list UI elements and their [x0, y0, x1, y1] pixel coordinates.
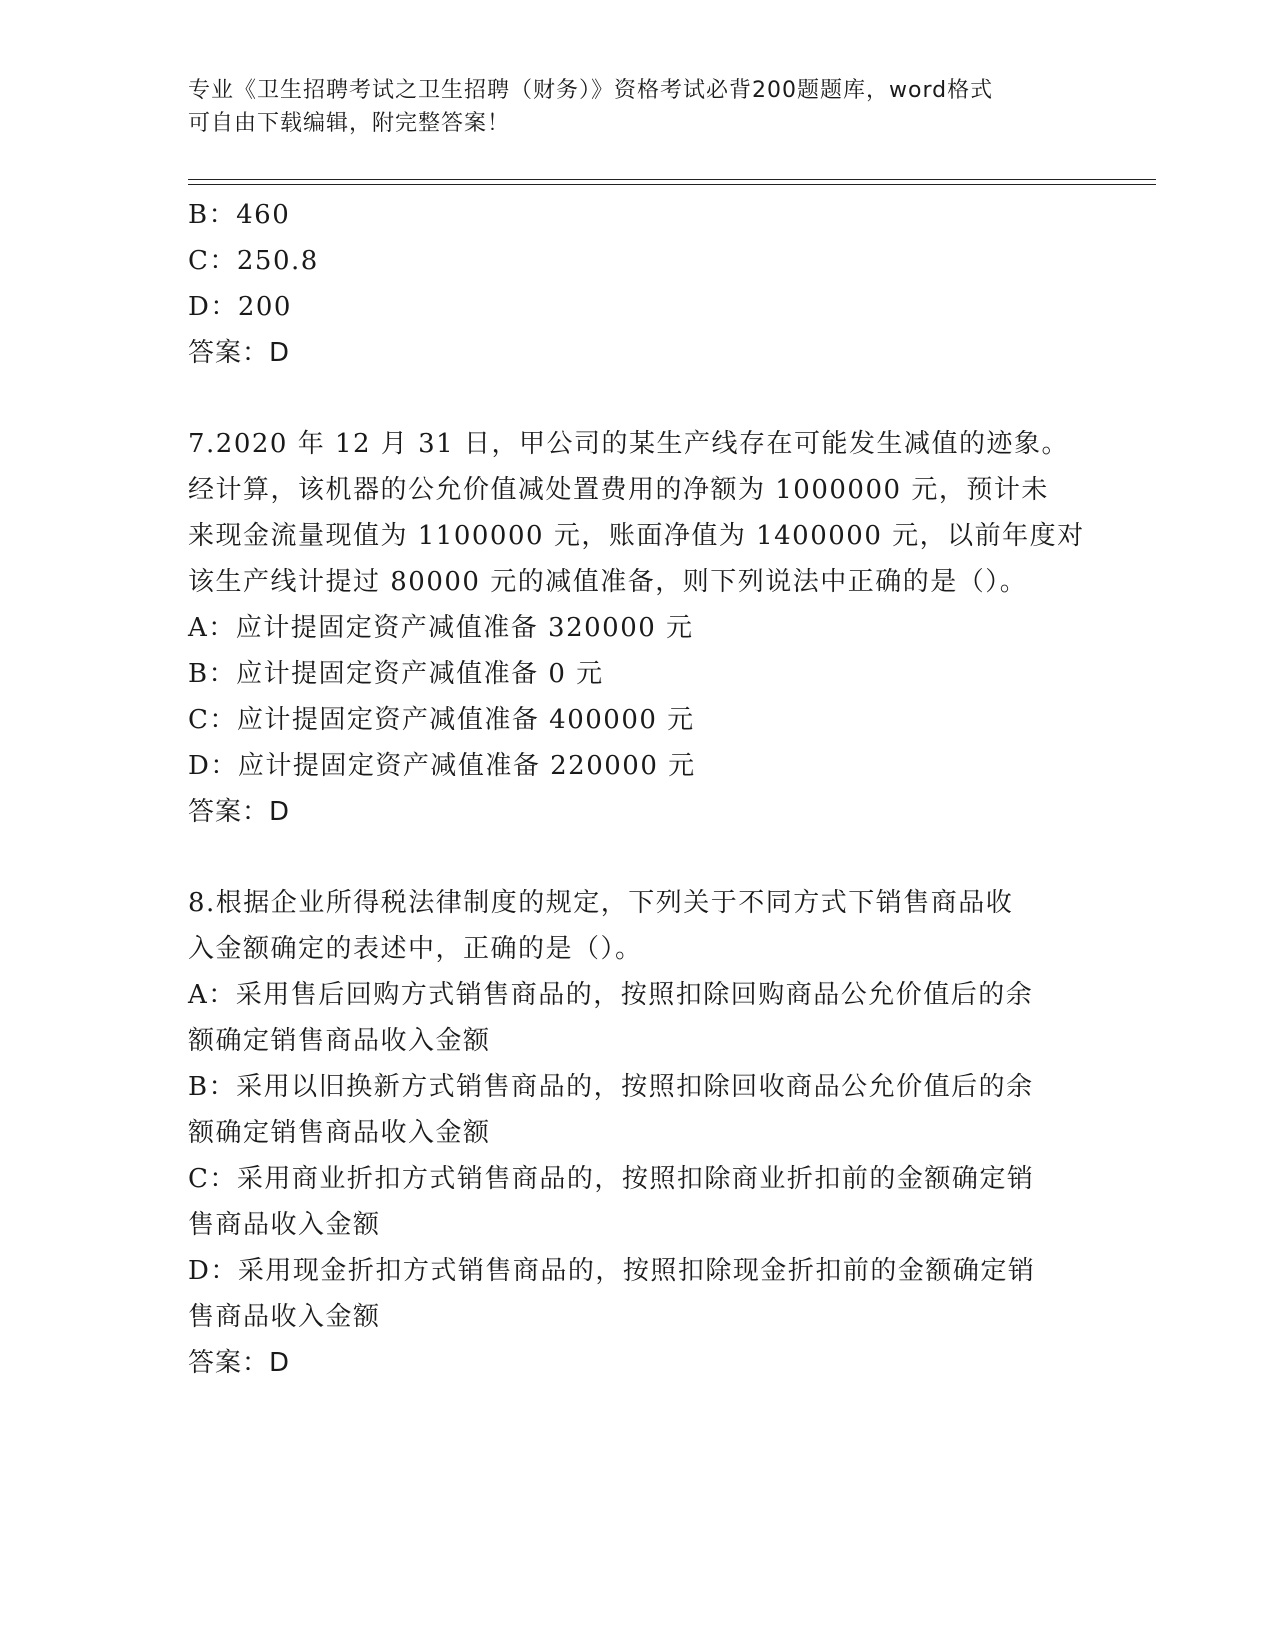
question-7 [188, 421, 1088, 835]
q7-stem-line-3: 来现金流量现值为 1100000 元，账面净值为 1400000 元，以前年度对 [188, 521, 1085, 551]
question-8 [188, 880, 1088, 1386]
q8-option-c-line-1: C：采用商业折扣方式销售商品的，按照扣除商业折扣前的金额确定销 [188, 1164, 1035, 1194]
q8-stem-line-1: 8.根据企业所得税法律制度的规定，下列关于不同方式下销售商品收 [188, 888, 1014, 918]
q7-answer: 答案：D [188, 797, 291, 827]
q6-option-b: B：460 [188, 200, 291, 230]
q8-option-d-line-1: D：采用现金折扣方式销售商品的，按照扣除现金折扣前的金额确定销 [188, 1256, 1036, 1286]
q8-option-d-line-2: 售商品收入金额 [188, 1302, 381, 1332]
q8-option-b-line-2: 额确定销售商品收入金额 [188, 1118, 491, 1148]
spacer [188, 835, 1088, 880]
q7-stem-line-1: 7.2020 年 12 月 31 日，甲公司的某生产线存在可能发生减值的迹象。 [188, 429, 1069, 459]
q7-stem-line-4: 该生产线计提过 80000 元的减值准备，则下列说法中正确的是（）。 [188, 567, 1028, 597]
q8-option-b-line-1: B：采用以旧换新方式销售商品的，按照扣除回收商品公允价值后的余 [188, 1072, 1034, 1102]
header-divider-top [188, 179, 1156, 180]
q8-stem-line-2: 入金额确定的表述中，正确的是（）。 [188, 934, 643, 964]
q7-option-b: B：应计提固定资产减值准备 0 元 [188, 659, 604, 689]
q6-answer: 答案：D [188, 338, 291, 368]
header-divider-bottom [188, 184, 1156, 185]
q8-option-a-line-1: A：采用售后回购方式销售商品的，按照扣除回购商品公允价值后的余 [188, 980, 1034, 1010]
q7-option-d: D：应计提固定资产减值准备 220000 元 [188, 751, 696, 781]
q8-answer: 答案：D [188, 1348, 291, 1378]
header-title-line-1: 专业《卫生招聘考试之卫生招聘（财务）》资格考试必背200题题库，word格式 [188, 78, 994, 103]
q7-stem-line-2: 经计算，该机器的公允价值减处置费用的净额为 1000000 元，预计未 [188, 475, 1049, 505]
q6-option-d: D：200 [188, 292, 292, 322]
q7-option-c: C：应计提固定资产减值准备 400000 元 [188, 705, 695, 735]
q6-option-c: C：250.8 [188, 246, 319, 276]
q8-option-c-line-2: 售商品收入金额 [188, 1210, 381, 1240]
header-title-line-2: 可自由下载编辑，附完整答案！ [188, 111, 511, 136]
document-header [188, 74, 1088, 140]
question-6-remainder [188, 192, 1088, 376]
q7-option-a: A：应计提固定资产减值准备 320000 元 [188, 613, 694, 643]
spacer [188, 376, 1088, 421]
question-content [188, 192, 1088, 1386]
q8-option-a-line-2: 额确定销售商品收入金额 [188, 1026, 491, 1056]
